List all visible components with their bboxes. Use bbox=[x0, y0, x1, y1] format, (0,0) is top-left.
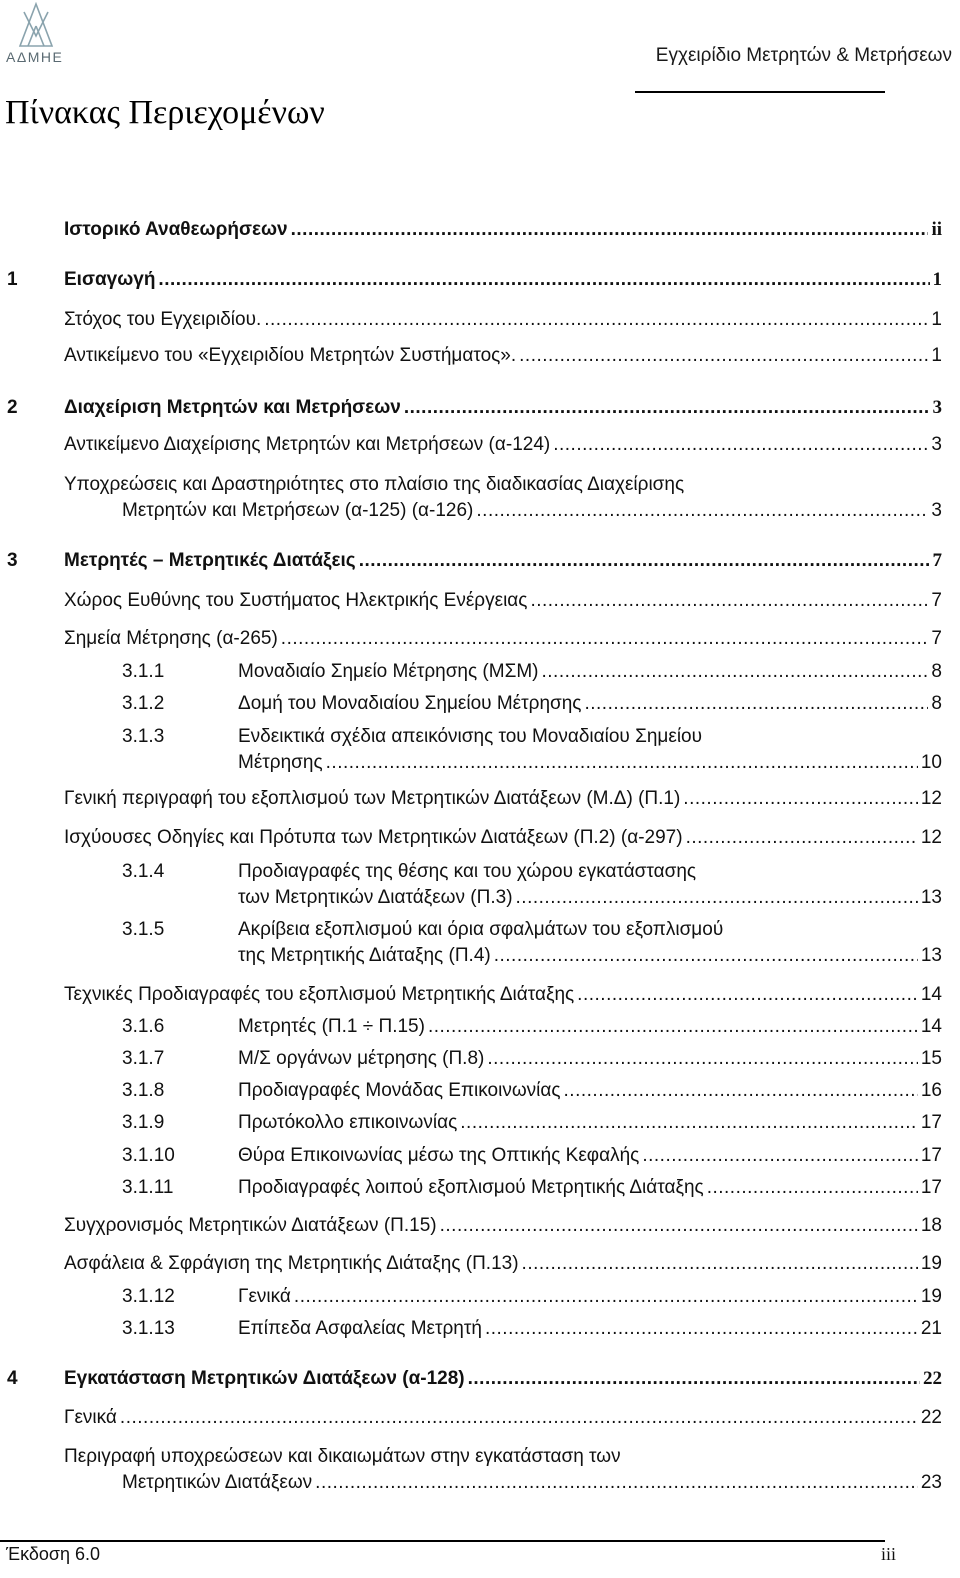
toc-entry-page: ii bbox=[931, 219, 942, 240]
toc-entry-label: Γενικά bbox=[238, 1286, 291, 1307]
toc-entry-number: 4 bbox=[7, 1368, 18, 1389]
dot-leader bbox=[564, 1079, 918, 1103]
toc-entry-line bbox=[64, 787, 942, 811]
dot-leader bbox=[494, 944, 918, 968]
dot-leader bbox=[120, 1406, 918, 1430]
toc-entry-line bbox=[64, 983, 942, 1007]
toc-entry-label: Δομή του Μοναδιαίου Σημείου Μέτρησης bbox=[238, 693, 582, 714]
toc-entry-label: Ιστορικό Αναθεωρήσεων bbox=[64, 219, 288, 240]
toc-entry-line bbox=[64, 308, 942, 332]
toc-entry-number: 2 bbox=[7, 397, 18, 418]
toc-entry-label: Θύρα Επικοινωνίας μέσω της Οπτικής Κεφαλής bbox=[238, 1145, 640, 1166]
toc-entry-number: 3.1.13 bbox=[122, 1318, 175, 1339]
toc-entry-page: 3 bbox=[931, 434, 942, 455]
toc-entry-line bbox=[238, 1015, 942, 1039]
dot-leader bbox=[584, 692, 928, 716]
toc-entry-line bbox=[64, 1367, 942, 1391]
toc-entry-page: 16 bbox=[920, 1080, 942, 1101]
toc-entry-page: 17 bbox=[920, 1177, 942, 1198]
toc-entry-label: Στόχος του Εγχειριδίου. bbox=[64, 309, 262, 330]
toc-entry-label: Αντικείμενο του «Εγχειριδίου Μετρητών Συστήματος». bbox=[64, 345, 517, 366]
toc-entry-page: 18 bbox=[920, 1215, 942, 1236]
toc-entry-label-line1: Προδιαγραφές της θέσης και του χώρου εγκατάστασης bbox=[238, 861, 697, 882]
toc-entry-label: Γενική περιγραφή του εξοπλισμού των Μετρητικών Διατάξεων (Μ.Δ) (Π.1) bbox=[64, 788, 681, 809]
toc-entry-number: 3.1.8 bbox=[122, 1080, 165, 1101]
toc-entry-label-line1: Περιγραφή υποχρεώσεων και δικαιωμάτων στην εγκατάσταση των bbox=[64, 1446, 621, 1467]
toc-entry-page: 3 bbox=[932, 397, 942, 418]
dot-leader bbox=[522, 1252, 918, 1276]
toc-entry-label: Χώρος Ευθύνης του Συστήματος Ηλεκτρικής Ενέργειας bbox=[64, 590, 528, 611]
toc-entry-page: 14 bbox=[920, 1016, 942, 1037]
toc-entry-line bbox=[238, 1047, 942, 1071]
dot-leader bbox=[642, 1144, 918, 1168]
toc-entry-label-line1: Υποχρεώσεις και Δραστηριότητες στο πλαίσιο της διαδικασίας Διαχείρισης bbox=[64, 474, 685, 495]
toc-entry-line bbox=[238, 1176, 942, 1200]
toc-entry-number: 3.1.12 bbox=[122, 1286, 175, 1307]
toc-entry-page: 10 bbox=[920, 752, 942, 773]
toc-entry-label: Αντικείμενο Διαχείρισης Μετρητών και Μετρήσεων (α-124) bbox=[64, 434, 551, 455]
toc-entry-page: 12 bbox=[920, 788, 942, 809]
toc-entry-number: 3.1.3 bbox=[122, 726, 165, 747]
toc-entry-label: Τεχνικές Προδιαγραφές του εξοπλισμού Μετρητικής Διάταξης bbox=[64, 984, 575, 1005]
toc-entry-line bbox=[238, 1285, 942, 1309]
toc-entry-label: Μετρητές – Μετρητικές Διατάξεις bbox=[64, 550, 356, 571]
toc-entry-page: 17 bbox=[920, 1112, 942, 1133]
toc-entry-line bbox=[238, 1079, 942, 1103]
toc-entry-label: Μ/Σ οργάνων μέτρησης (Π.8) bbox=[238, 1048, 485, 1069]
toc-entry-number: 3 bbox=[7, 550, 18, 571]
dot-leader bbox=[468, 1367, 920, 1391]
toc-entry-line bbox=[238, 944, 942, 968]
toc-entry-label: Μετρητικών Διατάξεων bbox=[122, 1472, 313, 1493]
toc-entry-page: 1 bbox=[932, 269, 942, 290]
toc-entry-line bbox=[122, 1471, 942, 1495]
toc-entry-page: 1 bbox=[931, 345, 942, 366]
dot-leader bbox=[476, 499, 928, 523]
dot-leader bbox=[294, 1285, 918, 1309]
toc-entry-label: Μετρητές (Π.1 ÷ Π.15) bbox=[238, 1016, 425, 1037]
toc-entry-line bbox=[238, 660, 942, 684]
dot-leader bbox=[553, 433, 928, 457]
header-divider bbox=[635, 91, 885, 93]
toc-entry-line bbox=[238, 692, 942, 716]
dot-leader bbox=[686, 826, 918, 850]
dot-leader bbox=[707, 1176, 918, 1200]
toc-entry-number: 3.1.7 bbox=[122, 1048, 165, 1069]
toc-entry-number: 3.1.11 bbox=[122, 1177, 174, 1198]
toc-entry-line bbox=[64, 433, 942, 457]
toc-entry-label: Εγκατάσταση Μετρητικών Διατάξεων (α-128) bbox=[64, 1368, 465, 1389]
toc-entry-page: 14 bbox=[920, 984, 942, 1005]
toc-entry-number: 3.1.4 bbox=[122, 861, 165, 882]
toc-entry-label: των Μετρητικών Διατάξεων (Π.3) bbox=[238, 887, 513, 908]
toc-entry-number: 3.1.6 bbox=[122, 1016, 165, 1037]
dot-leader bbox=[440, 1214, 918, 1238]
logo-text: ΑΔΜΗΕ bbox=[6, 49, 64, 65]
toc-entry-label: Επίπεδα Ασφαλείας Μετρητή bbox=[238, 1318, 482, 1339]
toc-entry-label: της Μετρητικής Διάταξης (Π.4) bbox=[238, 945, 491, 966]
toc-entry-page: 3 bbox=[931, 500, 942, 521]
dot-leader bbox=[281, 627, 929, 651]
toc-entry-line bbox=[238, 751, 942, 775]
toc-entry-label: Εισαγωγή bbox=[64, 269, 156, 290]
toc-entry-label: Πρωτόκολλο επικοινωνίας bbox=[238, 1112, 458, 1133]
toc-entry-line bbox=[64, 1214, 942, 1238]
logo-mark-icon bbox=[18, 2, 54, 48]
toc-entry-label: Προδιαγραφές Μονάδας Επικοινωνίας bbox=[238, 1080, 561, 1101]
toc-entry-number: 1 bbox=[7, 269, 18, 290]
toc-entry-page: 19 bbox=[920, 1286, 942, 1307]
dot-leader bbox=[530, 589, 928, 613]
toc-entry-page: 12 bbox=[920, 827, 942, 848]
toc-entry-line bbox=[64, 268, 942, 292]
dot-leader bbox=[158, 268, 929, 292]
dot-leader bbox=[264, 308, 928, 332]
toc-entry-page: 1 bbox=[931, 309, 942, 330]
toc-entry-line bbox=[238, 1111, 942, 1135]
toc-entry-label: Προδιαγραφές λοιπού εξοπλισμού Μετρητικής Διάταξης bbox=[238, 1177, 704, 1198]
toc-entry-page: 19 bbox=[920, 1253, 942, 1274]
toc-entry-line bbox=[64, 589, 942, 613]
toc-entry-line bbox=[64, 549, 942, 573]
dot-leader bbox=[428, 1015, 918, 1039]
dot-leader bbox=[291, 218, 929, 242]
toc-entry-page: 13 bbox=[920, 887, 942, 908]
toc-heading: Πίνακας Περιεχομένων bbox=[5, 94, 325, 131]
dot-leader bbox=[315, 1471, 918, 1495]
toc-entry-label: Μοναδιαίο Σημείο Μέτρησης (ΜΣΜ) bbox=[238, 661, 539, 682]
dot-leader bbox=[485, 1317, 918, 1341]
toc-entry-line bbox=[64, 826, 942, 850]
dot-leader bbox=[519, 344, 928, 368]
toc-entry-line bbox=[238, 886, 942, 910]
toc-entry-line bbox=[64, 1406, 942, 1430]
toc-entry-page: 17 bbox=[920, 1145, 942, 1166]
dot-leader bbox=[460, 1111, 918, 1135]
toc-entry-line bbox=[122, 499, 942, 523]
dot-leader bbox=[326, 751, 918, 775]
toc-entry-number: 3.1.5 bbox=[122, 919, 165, 940]
toc-entry-page: 7 bbox=[931, 590, 942, 611]
toc-entry-page: 23 bbox=[920, 1472, 942, 1493]
toc-entry-label: Ασφάλεια & Σφράγιση της Μετρητικής Διάταξης (Π.13) bbox=[64, 1253, 519, 1274]
admie-logo bbox=[6, 2, 70, 68]
dot-leader bbox=[359, 549, 930, 573]
dot-leader bbox=[577, 983, 918, 1007]
toc-entry-line bbox=[64, 218, 942, 242]
toc-entry-number: 3.1.10 bbox=[122, 1145, 175, 1166]
toc-entry-label: Μέτρησης bbox=[238, 752, 323, 773]
toc-entry-page: 13 bbox=[920, 945, 942, 966]
toc-entry-page: 15 bbox=[920, 1048, 942, 1069]
toc-entry-label: Γενικά bbox=[64, 1407, 117, 1428]
dot-leader bbox=[516, 886, 918, 910]
dot-leader bbox=[541, 660, 928, 684]
toc-entry-page: 22 bbox=[923, 1368, 942, 1389]
toc-entry-line bbox=[64, 344, 942, 368]
toc-entry-line bbox=[64, 396, 942, 420]
toc-entry-label-line1: Ενδεικτικά σχέδια απεικόνισης του Μοναδιαίου Σημείου bbox=[238, 726, 702, 747]
toc-entry-label: Συγχρονισμός Μετρητικών Διατάξεων (Π.15) bbox=[64, 1215, 437, 1236]
document-title: Εγχειρίδιο Μετρητών & Μετρήσεων bbox=[655, 45, 952, 66]
toc-entry-label-line1: Ακρίβεια εξοπλισμού και όρια σφαλμάτων του εξοπλισμού bbox=[238, 919, 724, 940]
toc-entry-page: 8 bbox=[931, 693, 942, 714]
toc-entry-number: 3.1.9 bbox=[122, 1112, 165, 1133]
footer-divider bbox=[0, 1540, 885, 1542]
toc-entry-label: Μετρητών και Μετρήσεων (α-125) (α-126) bbox=[122, 500, 474, 521]
toc-entry-line bbox=[64, 1252, 942, 1276]
edition-label: Έκδοση 6.0 bbox=[6, 1544, 101, 1564]
dot-leader bbox=[404, 396, 930, 420]
toc-entry-page: 21 bbox=[920, 1318, 942, 1339]
toc-entry-line bbox=[64, 627, 942, 651]
toc-entry-label: Σημεία Μέτρησης (α-265) bbox=[64, 628, 278, 649]
toc-entry-number: 3.1.1 bbox=[122, 661, 165, 682]
toc-entry-number: 3.1.2 bbox=[122, 693, 165, 714]
page-number: iii bbox=[880, 1544, 896, 1564]
toc-entry-label: Ισχύουσες Οδηγίες και Πρότυπα των Μετρητικών Διατάξεων (Π.2) (α-297) bbox=[64, 827, 683, 848]
toc-entry-line bbox=[238, 1317, 942, 1341]
toc-entry-label: Διαχείριση Μετρητών και Μετρήσεων bbox=[64, 397, 401, 418]
toc-entry-page: 22 bbox=[920, 1407, 942, 1428]
toc-entry-page: 7 bbox=[932, 550, 942, 571]
dot-leader bbox=[683, 787, 918, 811]
toc-entry-page: 8 bbox=[931, 661, 942, 682]
toc-entry-line bbox=[238, 1144, 942, 1168]
dot-leader bbox=[487, 1047, 918, 1071]
toc-entry-page: 7 bbox=[931, 628, 942, 649]
